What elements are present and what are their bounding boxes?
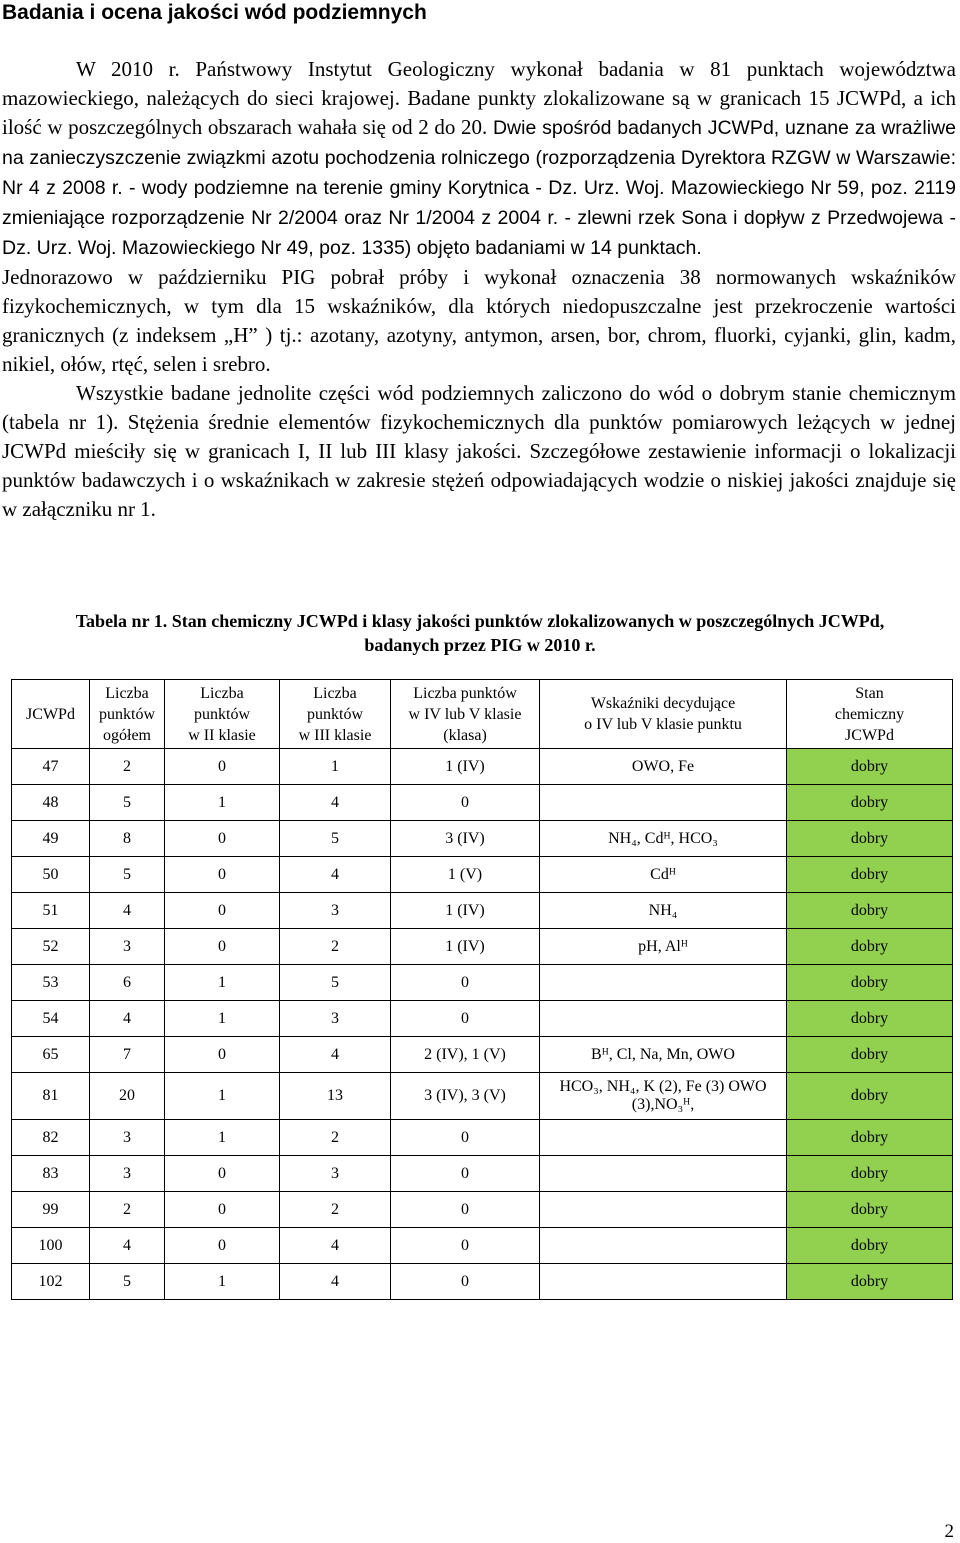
- cell-wskazniki: [540, 1001, 787, 1037]
- cell-stan: dobry: [787, 1156, 953, 1192]
- cell-ogolem: 2: [90, 1192, 165, 1228]
- cell-klasa3: 3: [280, 893, 391, 929]
- cell-wskazniki: NH₄, Cdᴴ, HCO₃: [540, 821, 787, 857]
- body-text: [2, 55, 956, 524]
- cell-ogolem: 20: [90, 1073, 165, 1120]
- cell-wskazniki: pH, Alᴴ: [540, 929, 787, 965]
- table-row: [12, 785, 953, 821]
- cell-stan: dobry: [787, 1228, 953, 1264]
- cell-wskazniki: Cdᴴ: [540, 857, 787, 893]
- cell-wskazniki: [540, 1228, 787, 1264]
- header-stan: Stan chemiczny JCWPd: [787, 680, 953, 749]
- table-row: [12, 749, 953, 785]
- header-ogolem: Liczba punktów ogółem: [90, 680, 165, 749]
- cell-jcwpd: 49: [12, 821, 90, 857]
- cell-klasa2: 0: [165, 1228, 280, 1264]
- paragraph-3: Wszystkie badane jednolite części wód podziemnych zaliczono do wód o dobrym stanie chemicznym (tabela nr 1). Stężenia średnie elementów fizykochemicznych dla punktów pomiarowych leżących w jednej JCWPd mieściły się w granicach I, II lub III klasy jakości. Szczegółowe zestawienie informacji o lokalizacji punktów badawczych i o wskaźnikach w zakresie stężeń odpowiadających wodzie o niskiej jakości znajduje się w załączniku nr 1.: [2, 381, 956, 521]
- table-header-row: [12, 680, 953, 749]
- cell-ogolem: 4: [90, 893, 165, 929]
- cell-stan: dobry: [787, 893, 953, 929]
- cell-klasa2: 0: [165, 1192, 280, 1228]
- cell-stan: dobry: [787, 821, 953, 857]
- cell-ogolem: 2: [90, 749, 165, 785]
- page-heading: Badania i ocena jakości wód podziemnych: [2, 1, 427, 24]
- table-row: [12, 1001, 953, 1037]
- cell-klasa3: 4: [280, 1228, 391, 1264]
- cell-ogolem: 3: [90, 1120, 165, 1156]
- table-caption-line-2: badanych przez PIG w 2010 r.: [364, 635, 596, 655]
- cell-stan: dobry: [787, 1192, 953, 1228]
- table-row: [12, 1228, 953, 1264]
- cell-jcwpd: 100: [12, 1228, 90, 1264]
- table-row: [12, 929, 953, 965]
- cell-wskazniki: Bᴴ, Cl, Na, Mn, OWO: [540, 1037, 787, 1073]
- cell-jcwpd: 65: [12, 1037, 90, 1073]
- cell-klasa3: 4: [280, 1264, 391, 1300]
- cell-klasa2: 1: [165, 1120, 280, 1156]
- cell-klasa3: 3: [280, 1156, 391, 1192]
- cell-ogolem: 5: [90, 857, 165, 893]
- cell-wskazniki: [540, 1192, 787, 1228]
- table-row: [12, 1073, 953, 1120]
- cell-klasa3: 1: [280, 749, 391, 785]
- cell-klasa45: 0: [391, 965, 540, 1001]
- cell-jcwpd: 50: [12, 857, 90, 893]
- header-wskazniki: Wskaźniki decydujące o IV lub V klasie punktu: [540, 680, 787, 749]
- paragraph-2: Jednorazowo w październiku PIG pobrał próby i wykonał oznaczenia 38 normowanych wskaźników fizykochemicznych, w tym dla 15 wskaźników, dla których niedopuszczalne jest przekroczenie wartości granicznych (z indeksem „H” ) tj.: azotany, azotyny, antymon, arsen, bor, chrom, fluorki, cyjanki, glin, kadm, nikiel, ołów, rtęć, selen i srebro.: [2, 265, 956, 376]
- cell-stan: dobry: [787, 785, 953, 821]
- cell-klasa45: 0: [391, 1001, 540, 1037]
- cell-klasa45: 2 (IV), 1 (V): [391, 1037, 540, 1073]
- cell-klasa3: 5: [280, 821, 391, 857]
- cell-stan: dobry: [787, 1120, 953, 1156]
- header-klasa-4-5: Liczba punktów w IV lub V klasie (klasa): [391, 680, 540, 749]
- cell-klasa2: 0: [165, 821, 280, 857]
- cell-ogolem: 6: [90, 965, 165, 1001]
- cell-ogolem: 4: [90, 1001, 165, 1037]
- cell-jcwpd: 81: [12, 1073, 90, 1120]
- cell-ogolem: 5: [90, 785, 165, 821]
- cell-klasa2: 1: [165, 1001, 280, 1037]
- cell-klasa3: 3: [280, 1001, 391, 1037]
- cell-klasa3: 5: [280, 965, 391, 1001]
- cell-jcwpd: 99: [12, 1192, 90, 1228]
- cell-klasa3: 4: [280, 785, 391, 821]
- table-row: [12, 1192, 953, 1228]
- cell-stan: dobry: [787, 965, 953, 1001]
- cell-jcwpd: 83: [12, 1156, 90, 1192]
- table-caption: [0, 609, 960, 657]
- cell-stan: dobry: [787, 1037, 953, 1073]
- table-caption-line-1: Tabela nr 1. Stan chemiczny JCWPd i klasy jakości punktów zlokalizowanych w poszczególnych JCWPd,: [75, 611, 885, 631]
- cell-jcwpd: 54: [12, 1001, 90, 1037]
- cell-klasa45: 3 (IV), 3 (V): [391, 1073, 540, 1120]
- paragraph-1-part-a: W 2010 r. Państwowy Instytut Geologiczny wykonał badania w 81 punktach województwa mazowieckiego, należących do sieci krajowej. Badane punkty zlokalizowane są w granicach 15 JCWPd, a ich ilość w poszczególnych obszarach wahała się od 2 do 20.: [2, 57, 956, 139]
- cell-klasa3: 2: [280, 929, 391, 965]
- cell-klasa2: 0: [165, 929, 280, 965]
- jcwpd-table: [11, 679, 953, 1300]
- cell-klasa2: 0: [165, 749, 280, 785]
- table-row: [12, 1037, 953, 1073]
- table-row: [12, 893, 953, 929]
- cell-stan: dobry: [787, 749, 953, 785]
- cell-klasa45: 0: [391, 1156, 540, 1192]
- cell-wskazniki: [540, 1120, 787, 1156]
- cell-klasa45: 1 (V): [391, 857, 540, 893]
- cell-klasa2: 1: [165, 1264, 280, 1300]
- cell-stan: dobry: [787, 1264, 953, 1300]
- cell-klasa45: 1 (IV): [391, 749, 540, 785]
- table-body: [12, 749, 953, 1300]
- cell-ogolem: 7: [90, 1037, 165, 1073]
- cell-jcwpd: 47: [12, 749, 90, 785]
- cell-jcwpd: 53: [12, 965, 90, 1001]
- cell-klasa45: 1 (IV): [391, 893, 540, 929]
- cell-klasa45: 0: [391, 1264, 540, 1300]
- cell-jcwpd: 52: [12, 929, 90, 965]
- cell-wskazniki: [540, 1264, 787, 1300]
- table-row: [12, 821, 953, 857]
- cell-wskazniki: [540, 1156, 787, 1192]
- cell-klasa45: 3 (IV): [391, 821, 540, 857]
- cell-wskazniki: NH₄: [540, 893, 787, 929]
- table-row: [12, 965, 953, 1001]
- paragraph-1: [2, 55, 956, 263]
- cell-jcwpd: 102: [12, 1264, 90, 1300]
- header-klasa-3: Liczba punktów w III klasie: [280, 680, 391, 749]
- cell-klasa3: 2: [280, 1192, 391, 1228]
- cell-ogolem: 3: [90, 1156, 165, 1192]
- cell-klasa2: 0: [165, 1037, 280, 1073]
- header-jcwpd: JCWPd: [12, 680, 90, 749]
- cell-wskazniki: [540, 965, 787, 1001]
- cell-klasa2: 1: [165, 965, 280, 1001]
- cell-klasa45: 0: [391, 1228, 540, 1264]
- cell-ogolem: 8: [90, 821, 165, 857]
- cell-klasa45: 0: [391, 1192, 540, 1228]
- cell-klasa3: 13: [280, 1073, 391, 1120]
- cell-jcwpd: 51: [12, 893, 90, 929]
- page-number: 2: [944, 1521, 954, 1542]
- cell-ogolem: 5: [90, 1264, 165, 1300]
- cell-wskazniki: HCO₃, NH₄, K (2), Fe (3) OWO (3),NO₃ᴴ,: [540, 1073, 787, 1120]
- cell-ogolem: 4: [90, 1228, 165, 1264]
- cell-jcwpd: 82: [12, 1120, 90, 1156]
- cell-stan: dobry: [787, 929, 953, 965]
- cell-ogolem: 3: [90, 929, 165, 965]
- cell-stan: dobry: [787, 857, 953, 893]
- cell-jcwpd: 48: [12, 785, 90, 821]
- cell-klasa3: 2: [280, 1120, 391, 1156]
- table-row: [12, 1156, 953, 1192]
- cell-klasa3: 4: [280, 857, 391, 893]
- table-row: [12, 857, 953, 893]
- cell-wskazniki: [540, 785, 787, 821]
- cell-klasa2: 0: [165, 1156, 280, 1192]
- cell-klasa45: 1 (IV): [391, 929, 540, 965]
- cell-klasa45: 0: [391, 1120, 540, 1156]
- paragraph-1-part-b: Dwie spośród badanych JCWPd, uznane za wrażliwe na zanieczyszczenie związkmi azotu pochodzenia rolniczego (rozporządzenia Dyrektora RZGW w Warszawie: Nr 4 z 2008 r. - wody podziemne na terenie gminy Korytnica - Dz. Urz. Woj. Mazowieckiego Nr 59, poz. 2119 zmieniające rozporządzenie Nr 2/2004 oraz Nr 1/2004 z 2004 r. - zlewni rzek Sona i dopływ z Przedwojewa - Dz. Urz. Woj. Mazowieckiego Nr 49, poz. 1335) objęto badaniami w 14 punktach.: [2, 117, 956, 259]
- table-row: [12, 1120, 953, 1156]
- cell-klasa3: 4: [280, 1037, 391, 1073]
- header-klasa-2: Liczba punktów w II klasie: [165, 680, 280, 749]
- table-row: [12, 1264, 953, 1300]
- cell-wskazniki: OWO, Fe: [540, 749, 787, 785]
- cell-klasa45: 0: [391, 785, 540, 821]
- cell-klasa2: 0: [165, 857, 280, 893]
- cell-klasa2: 0: [165, 893, 280, 929]
- cell-klasa2: 1: [165, 1073, 280, 1120]
- cell-klasa2: 1: [165, 785, 280, 821]
- cell-stan: dobry: [787, 1073, 953, 1120]
- cell-stan: dobry: [787, 1001, 953, 1037]
